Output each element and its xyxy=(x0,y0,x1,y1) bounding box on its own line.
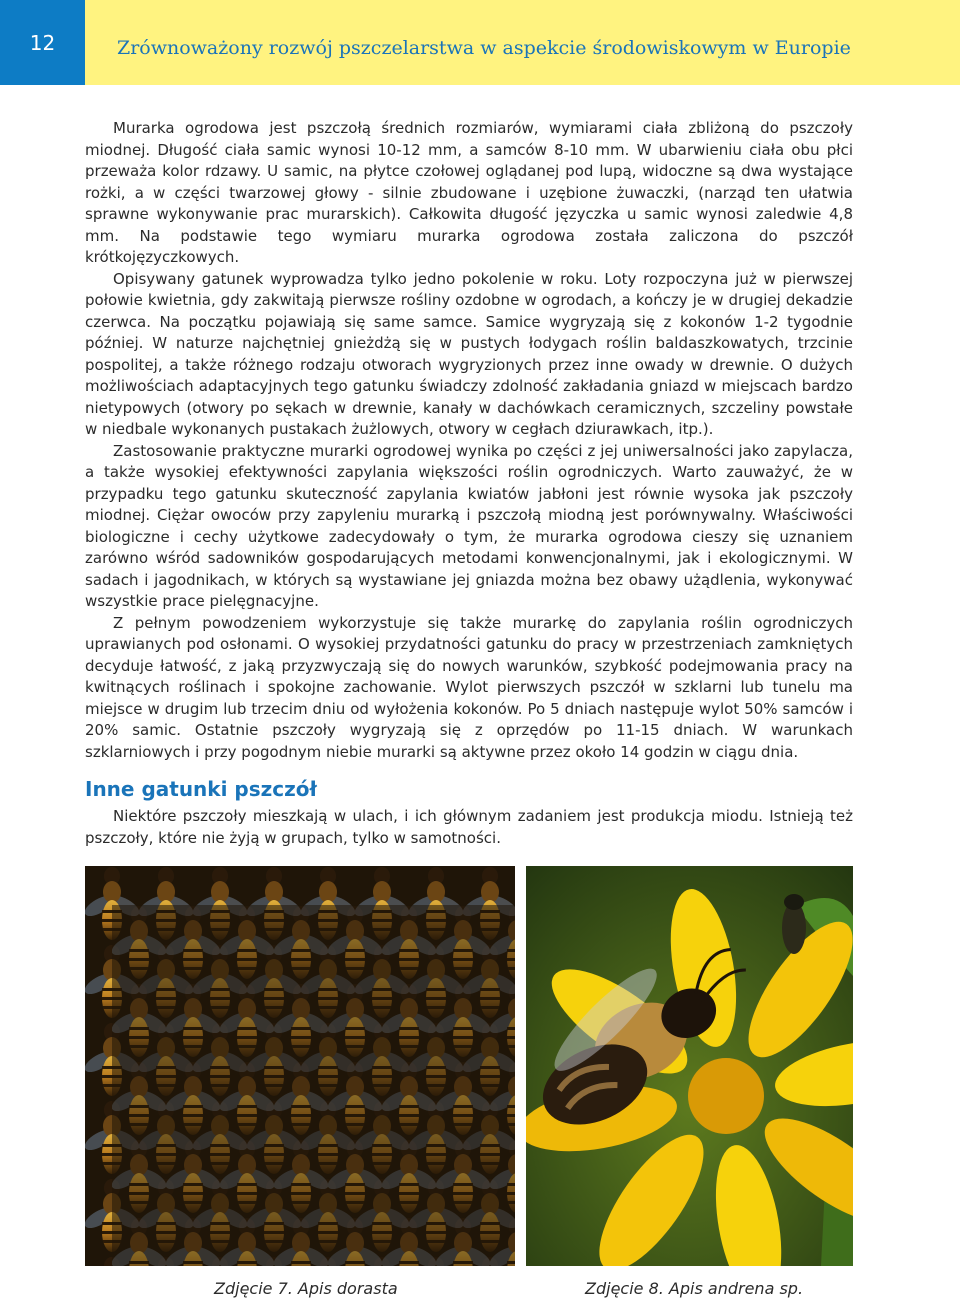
paragraph: Opisywany gatunek wyprowadza tylko jedno pokolenie w roku. Loty rozpoczyna już w pierwszej połowie kwietnia, gdy zakwitają pierwsze rośliny ozdobne w ogrodach, a kończy je w drugiej dekadzie czerwca. Na początku pojawiają się same samce. Samice wygryzają się z kokonów 1-2 tygodnie później. W naturze najchętniej gnieżdżą się w pustych łodygach roślin baldaszkowatych, trzcinie pospolitej, a także różnego rodzaju otworach wygryzionych przez inne owady w drewnie. O dużych możliwościach adaptacyjnych tego gatunku świadczy zdolność zakładania gniazd w miejscach bardzo nietypowych (otwory po sękach w drewnie, kanały w dachówkach ceramicznych, szczeliny powstałe w niedbale wykonanych pustakach żużlowych, otwory w cegłach dziurawkach, itp.). xyxy=(85,269,853,438)
photo-caption: Zdjęcie 8. Apis andrena sp. xyxy=(585,1279,804,1298)
section-heading: Inne gatunki pszczół xyxy=(85,777,317,801)
page-number: 12 xyxy=(0,0,85,85)
paragraph: Z pełnym powodzeniem wykorzystuje się także murarkę do zapylania roślin ogrodniczych uprawianych pod osłonami. O wysokiej przydatności gatunku do pracy w przestrzeniach zamkniętych decyduje łatwość, z jaką przyzwyczają się do nowych warunków, szybkość podejmowania pracy na kwitnących roślinach i spokojne zachowanie. Wylot pierwszych pszczół w szklarni lub tunelu ma miejsce w drugim lub trzecim dniu od wyłożenia kokonów. Po 5 dniach następuje wylot 50% samców i 20% samic. Ostatnie pszczoły wygryzają się z oprzędów po 11-15 dniach. W warunkach szklarniowych i przy pogodnym niebie murarki są aktywne przez około 14 godzin w ciągu dnia. xyxy=(85,613,853,761)
body-text xyxy=(85,118,853,763)
page-header xyxy=(0,0,960,85)
section-paragraph: Niektóre pszczoły mieszkają w ulach, i ich głównym zadaniem jest produkcja miodu. Istnieją też pszczoły, które nie żyją w grupach, tylko w samotności. xyxy=(85,807,853,847)
photo-bee-on-flower xyxy=(526,866,853,1266)
paragraph: Zastosowanie praktyczne murarki ogrodowej wynika po części z jej uniwersalności jako zapylacza, a także wysokiej efektywności zapylania większości roślin ogrodniczych. Warto zauważyć, że w przypadku tego gatunku skuteczność zapylania kwiatów jabłoni jest równie wysoka jak pszczoły miodnej. Ciężar owoców przy zapyleniu murarką i pszczołą miodną jest porównywalny. Właściwości biologiczne i cechy użytkowe zadecydowały o tym, że murarka ogrodowa cieszy się uznaniem zarówno wśród sadowników gospodarujących metodami konwencjonalnymi, jak i ekologicznymi. W sadach i jagodnikach, w których są wystawiane jej gniazda można bez obawy użądlenia, wykonywać wszystkie prace pielęgnacyjne. xyxy=(85,441,853,610)
photo-caption: Zdjęcie 7. Apis dorasta xyxy=(214,1279,398,1298)
paragraph: Murarka ogrodowa jest pszczołą średnich rozmiarów, wymiarami ciała zbliżoną do pszczoły miodnej. Długość ciała samic wynosi 10-12 mm, a samców 8-10 mm. W ubarwieniu ciała obu płci przeważa kolor rdzawy. U samic, na płytce czołowej oglądanej pod lupą, widoczne są dwa wystające rożki, a w części twarzowej głowy - silnie zbudowane i uzębione żuwaczki, (narząd ten ułatwia sprawne wykonywanie prac murarskich). Całkowita długość języczka u samic wynosi zaledwie 4,8 mm. Na podstawie tego wymiaru murarka ogrodowa została zaliczona do pszczół krótkojęzyczkowych. xyxy=(85,119,853,266)
photo-bee-cluster xyxy=(85,866,515,1266)
running-title: Zrównoważony rozwój pszczelarstwa w aspekcie środowiskowym w Europie xyxy=(117,37,851,59)
